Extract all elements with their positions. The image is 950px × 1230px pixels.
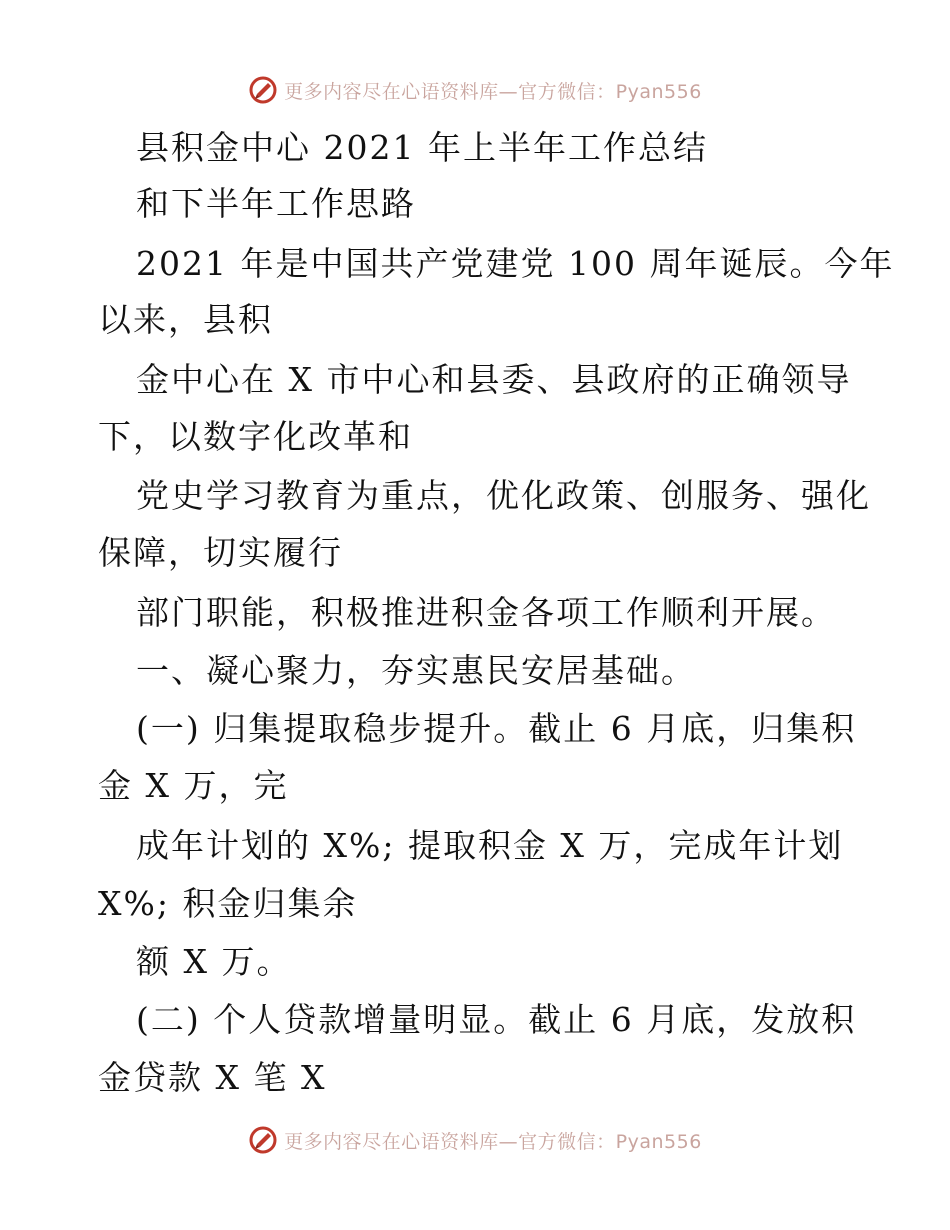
paragraph-line: 下，以数字化改革和	[98, 417, 413, 456]
watermark-text: 更多内容尽在心语资料库—官方微信：Pyan556	[284, 1130, 702, 1153]
paragraph-line: 金中心在 X 市中心和县委、县政府的正确领导	[136, 360, 852, 399]
paragraph-line: X%; 积金归集余	[98, 884, 358, 923]
logo-icon	[248, 75, 278, 105]
paragraph-line: 金 X 万，完	[98, 766, 289, 805]
logo-icon	[248, 1125, 278, 1155]
paragraph-line: (二) 个人贷款增量明显。截止 6 月底，发放积	[136, 1000, 857, 1039]
paragraph-line: 保障，切实履行	[98, 533, 343, 572]
paragraph-line: 成年计划的 X%; 提取积金 X 万，完成年计划	[136, 826, 844, 865]
paragraph-line: 额 X 万。	[136, 942, 292, 981]
watermark-banner-bottom	[0, 1120, 950, 1160]
paragraph-line: 金贷款 X 笔 X	[98, 1058, 327, 1097]
document-title-line-1: 县积金中心 2021 年上半年工作总结	[136, 128, 708, 167]
paragraph-line: 部门职能，积极推进积金各项工作顺利开展。	[136, 593, 836, 632]
document-title-line-2: 和下半年工作思路	[136, 184, 416, 223]
paragraph-line: 党史学习教育为重点，优化政策、创服务、强化	[136, 476, 871, 515]
section-heading: 一、凝心聚力，夯实惠民安居基础。	[136, 651, 696, 690]
paragraph-line: 2021 年是中国共产党建党 100 周年诞辰。今年	[136, 244, 895, 283]
watermark-text: 更多内容尽在心语资料库—官方微信：Pyan556	[284, 80, 702, 103]
paragraph-line: (一) 归集提取稳步提升。截止 6 月底，归集积	[136, 709, 857, 748]
paragraph-line: 以来，县积	[98, 300, 273, 339]
watermark-banner-top	[0, 70, 950, 110]
